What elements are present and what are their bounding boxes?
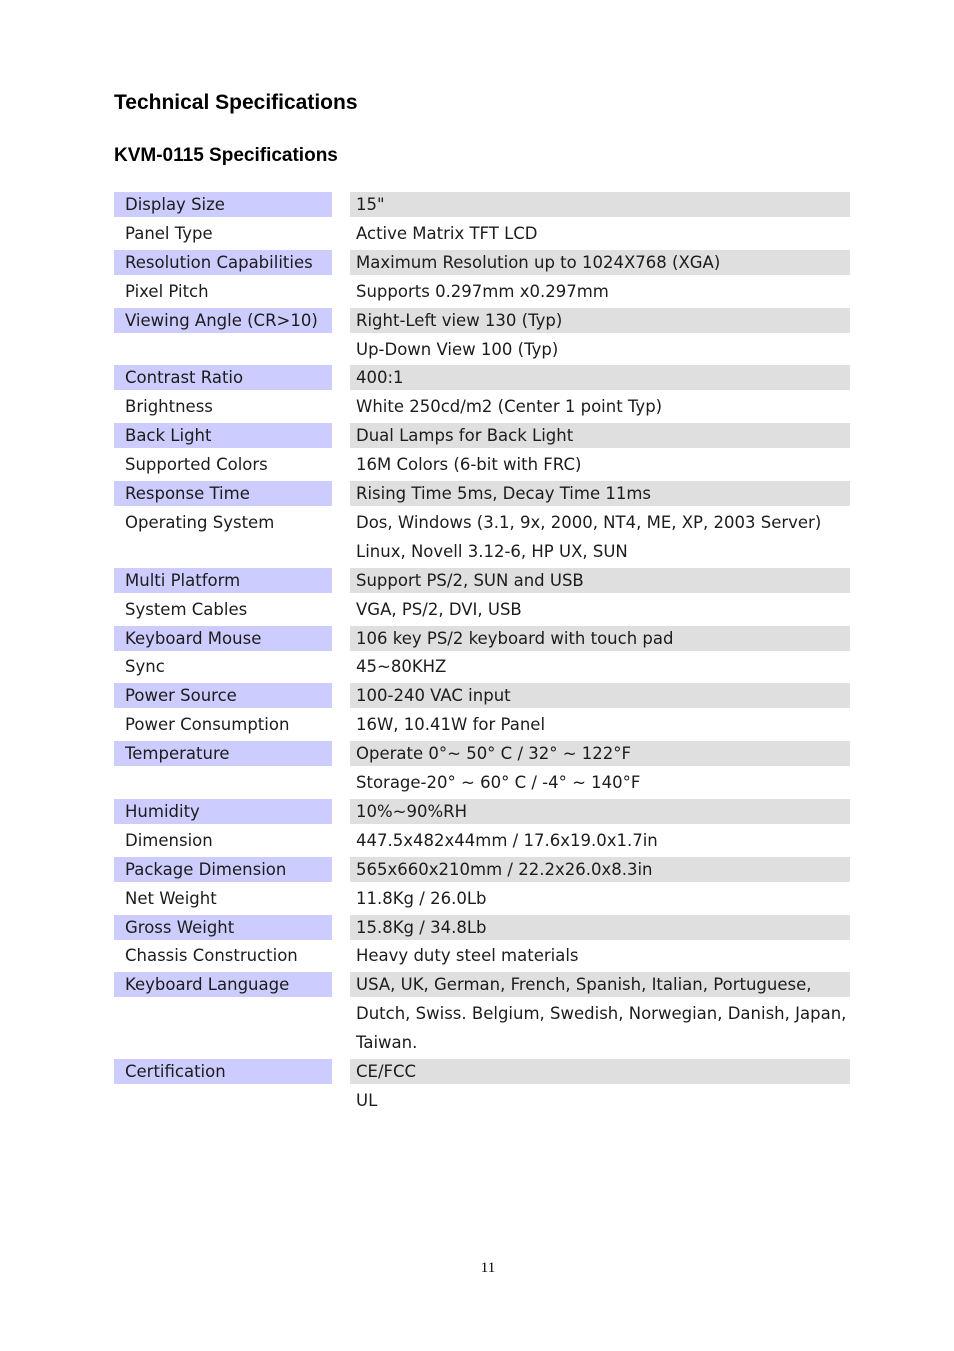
spec-label: Gross Weight bbox=[114, 915, 332, 940]
spec-value: Supports 0.297mm x0.297mm bbox=[356, 281, 609, 301]
table-row bbox=[0, 915, 954, 944]
table-row bbox=[0, 568, 954, 597]
spec-label: Response Time bbox=[114, 481, 332, 506]
table-row bbox=[0, 943, 954, 972]
table-row bbox=[0, 192, 954, 221]
spec-value: 16W, 10.41W for Panel bbox=[356, 715, 546, 735]
spec-value: Operate 0°~ 50° C / 32° ~ 122°F bbox=[350, 741, 850, 766]
table-row bbox=[0, 654, 954, 683]
table-row bbox=[0, 770, 954, 799]
spec-value: USA, UK, German, French, Spanish, Italian, Portuguese, bbox=[350, 972, 850, 997]
spec-value: Dos, Windows (3.1, 9x, 2000, NT4, ME, XP, 2003 Server) bbox=[356, 512, 822, 532]
spec-value: 100-240 VAC input bbox=[350, 683, 850, 708]
spec-value: Up-Down View 100 (Typ) bbox=[356, 339, 559, 359]
table-row bbox=[0, 683, 954, 712]
table-row bbox=[0, 308, 954, 337]
table-row bbox=[0, 828, 954, 857]
page-title: Technical Specifications bbox=[114, 91, 358, 114]
table-row bbox=[0, 626, 954, 655]
spec-value: Support PS/2, SUN and USB bbox=[350, 568, 850, 593]
spec-value: 447.5x482x44mm / 17.6x19.0x1.7in bbox=[356, 830, 658, 850]
table-row bbox=[0, 365, 954, 394]
spec-label: Operating System bbox=[125, 512, 275, 532]
table-row bbox=[0, 337, 954, 366]
table-row bbox=[0, 857, 954, 886]
spec-value: Active Matrix TFT LCD bbox=[356, 223, 538, 243]
spec-value: CE/FCC bbox=[350, 1059, 850, 1084]
table-row bbox=[0, 394, 954, 423]
spec-label: Resolution Capabilities bbox=[114, 250, 332, 275]
spec-label: Package Dimension bbox=[114, 857, 332, 882]
table-row bbox=[0, 539, 954, 568]
spec-value: 11.8Kg / 26.0Lb bbox=[356, 888, 487, 908]
table-row bbox=[0, 1088, 954, 1117]
spec-value: 15" bbox=[350, 192, 850, 217]
spec-value: VGA, PS/2, DVI, USB bbox=[356, 599, 522, 619]
spec-label: Temperature bbox=[114, 741, 332, 766]
table-row bbox=[0, 1059, 954, 1088]
spec-label: Sync bbox=[125, 657, 165, 677]
spec-label: Brightness bbox=[125, 397, 213, 417]
table-row bbox=[0, 452, 954, 481]
spec-label: Contrast Ratio bbox=[114, 365, 332, 390]
spec-label: Humidity bbox=[114, 799, 332, 824]
table-row bbox=[0, 1030, 954, 1059]
spec-value: Storage-20° ~ 60° C / -4° ~ 140°F bbox=[356, 773, 641, 792]
spec-value: Dutch, Swiss. Belgium, Swedish, Norwegian, Danish, Japan, bbox=[356, 1004, 847, 1024]
spec-label: Power Consumption bbox=[125, 715, 290, 735]
spec-label: Keyboard Language bbox=[114, 972, 332, 997]
table-row bbox=[0, 741, 954, 770]
section-title: KVM-0115 Specifications bbox=[114, 145, 338, 166]
table-row bbox=[0, 221, 954, 250]
table-row bbox=[0, 481, 954, 510]
table-row bbox=[0, 972, 954, 1001]
spec-label: System Cables bbox=[125, 599, 248, 619]
spec-label: Multi Platform bbox=[114, 568, 332, 593]
table-row bbox=[0, 510, 954, 539]
table-row bbox=[0, 712, 954, 741]
table-row bbox=[0, 250, 954, 279]
spec-value: Taiwan. bbox=[356, 1033, 418, 1053]
spec-value: 10%~90%RH bbox=[350, 799, 850, 824]
spec-value: Rising Time 5ms, Decay Time 11ms bbox=[350, 481, 850, 506]
spec-value: 45~80KHZ bbox=[356, 657, 447, 677]
spec-value: White 250cd/m2 (Center 1 point Typ) bbox=[356, 397, 663, 417]
page-number: 11 bbox=[480, 1260, 496, 1276]
spec-label: Dimension bbox=[125, 830, 213, 850]
table-row bbox=[0, 279, 954, 308]
spec-label: Back Light bbox=[114, 423, 332, 448]
spec-value: 565x660x210mm / 22.2x26.0x8.3in bbox=[350, 857, 850, 882]
spec-value: 15.8Kg / 34.8Lb bbox=[350, 915, 850, 940]
spec-label: Panel Type bbox=[125, 223, 213, 243]
spec-value: 400:1 bbox=[350, 365, 850, 390]
spec-value: Right-Left view 130 (Typ) bbox=[350, 308, 850, 333]
spec-value: Heavy duty steel materials bbox=[356, 946, 579, 966]
spec-value: 16M Colors (6-bit with FRC) bbox=[356, 455, 582, 475]
table-row bbox=[0, 423, 954, 452]
table-row bbox=[0, 597, 954, 626]
spec-label: Keyboard Mouse bbox=[114, 626, 332, 651]
spec-label: Chassis Construction bbox=[125, 946, 298, 966]
spec-label: Display Size bbox=[114, 192, 332, 217]
spec-label: Power Source bbox=[114, 683, 332, 708]
spec-label: Certification bbox=[114, 1059, 332, 1084]
spec-label: Pixel Pitch bbox=[125, 281, 209, 301]
spec-value: 106 key PS/2 keyboard with touch pad bbox=[350, 626, 850, 651]
spec-label: Viewing Angle (CR>10) bbox=[114, 308, 332, 333]
spec-value: UL bbox=[356, 1090, 378, 1110]
spec-value: Maximum Resolution up to 1024X768 (XGA) bbox=[350, 250, 850, 275]
table-row bbox=[0, 1001, 954, 1030]
spec-label: Net Weight bbox=[125, 888, 217, 908]
table-row bbox=[0, 799, 954, 828]
table-row bbox=[0, 886, 954, 915]
spec-value: Linux, Novell 3.12-6, HP UX, SUN bbox=[356, 541, 628, 561]
spec-label: Supported Colors bbox=[125, 455, 268, 475]
spec-value: Dual Lamps for Back Light bbox=[350, 423, 850, 448]
